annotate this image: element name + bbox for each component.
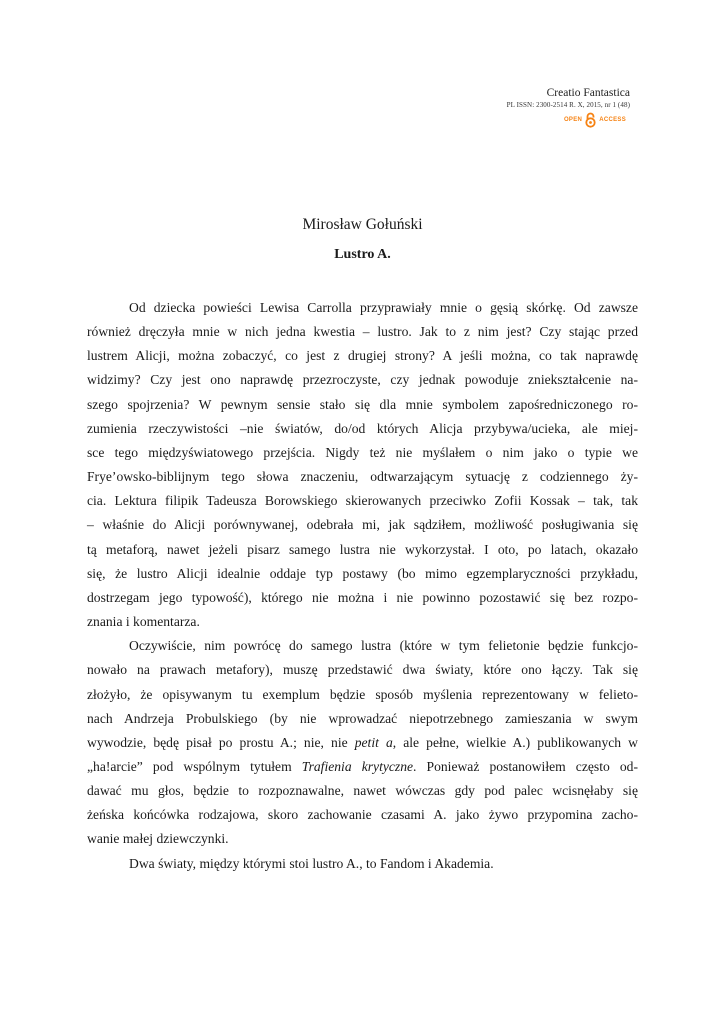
text-line: tą metaforą, nawet jeżeli pisarz samego lustra nie wykorzystał. I oto, po latach, okazało xyxy=(87,541,638,557)
open-access-badge xyxy=(430,112,626,128)
paragraph-3 xyxy=(87,852,638,876)
text-line: zumienia rzeczywistości –nie światów, do/od których Alicja przybywa/ucieka, ale miej- xyxy=(87,420,638,436)
text-segment: , ale pełne, wielkie A.) publikowanych w xyxy=(392,734,638,750)
text-line: lustrem Alicji, można zobaczyć, co jest z drugiej strony? A jeśli można, co tak naprawdę xyxy=(87,348,638,364)
text-line: się, że lustro Alicji idealnie oddaje typ postawy (bo mimo egzemplaryczności przykładu, xyxy=(87,565,638,581)
text-line: nowało na prawach metafory), muszę przedstawić dwa światy, które ono łączy. Tak się xyxy=(87,662,638,678)
italic-title: Trafienia krytyczne xyxy=(301,758,414,774)
text-line: nach Andrzeja Probulskiego (by nie wprowadzać niepotrzebnego zamieszania w swym xyxy=(87,710,638,726)
paragraph-2 xyxy=(87,634,638,851)
text-line-with-italic xyxy=(87,731,638,755)
text-line: znania i komentarza. xyxy=(87,614,200,630)
text-line: Dwa światy, między którymi stoi lustro A., to Fandom i Akademia. xyxy=(129,855,494,871)
italic-term: petit a xyxy=(354,734,393,750)
article-title: Lustro A. xyxy=(334,247,391,262)
text-line: sce tego międzyświatowego przejścia. Nigdy też nie myślałem o nim jako o typie we xyxy=(87,444,638,460)
text-line: Od dziecka powieści Lewisa Carrolla przyprawiały mnie o gęsią skórkę. Od zawsze xyxy=(129,300,638,315)
text-line-with-italic xyxy=(87,755,638,779)
text-line: dawać mu głos, będzie to rozpoznawalne, nawet wówczas gdy pod palec wcisnęłaby się xyxy=(87,783,638,799)
open-access-lock-icon xyxy=(585,112,596,128)
text-line: wanie małej dziewczynki. xyxy=(87,831,229,847)
text-line: złożyło, że opisywanym tu exemplum będzie sposób myślenia reprezentowany w felieto- xyxy=(87,686,638,702)
open-access-left-label: OPEN xyxy=(563,117,583,123)
journal-header xyxy=(430,86,630,128)
journal-name: Creatio Fantastica xyxy=(546,87,630,99)
text-line: dostrzegam jego typowość), którego nie można i nie powinno pozostawić się bez rozpo- xyxy=(87,589,638,605)
journal-issn: PL ISSN: 2300-2514 R. X, 2015, nr 1 (48) xyxy=(506,101,630,109)
text-segment: . Ponieważ postanowiłem często od- xyxy=(413,758,638,774)
article-body xyxy=(87,296,638,876)
article-author: Mirosław Gołuński xyxy=(302,216,423,233)
text-segment: wywodzie, będę pisał po prostu A.; nie, nie xyxy=(87,734,355,750)
text-segment: „ha!arcie” pod wspólnym tytułem xyxy=(87,758,302,774)
text-line: – właśnie do Alicji porównywanej, odebrała mi, jak sądziłem, możliwość posługiwania się xyxy=(87,517,638,533)
text-line: szego spojrzenia? W pewnym sensie stało się dla mnie symbolem zapośredniczonego ro- xyxy=(87,396,638,412)
open-access-right-label: ACCESS xyxy=(599,117,626,123)
article-heading xyxy=(0,214,725,266)
text-line: Oczywiście, nim powrócę do samego lustra (które w tym felietonie będzie funkcjo- xyxy=(129,638,638,654)
text-line: również dręczyła mnie w nich jedna kwestia – lustro. Jak to z nim jest? Czy stając przed xyxy=(87,324,638,340)
text-line: żeńska końcówka rodzajowa, skoro zachowanie czasami A. jako żywo przypomina zacho- xyxy=(87,807,638,823)
text-line: widzimy? Czy jest ono naprawdę przezroczyste, czy jednak powoduje zniekształcenie na- xyxy=(87,372,638,388)
paragraph-1 xyxy=(87,296,638,634)
text-line: cia. Lektura filipik Tadeusza Borowskiego skierowanych przeciwko Zofii Kossak – tak, tak xyxy=(87,493,638,509)
text-line: Frye’owsko-biblijnym tego słowa znaczeniu, odtwarzającym sytuację z codziennego ży- xyxy=(87,469,638,485)
